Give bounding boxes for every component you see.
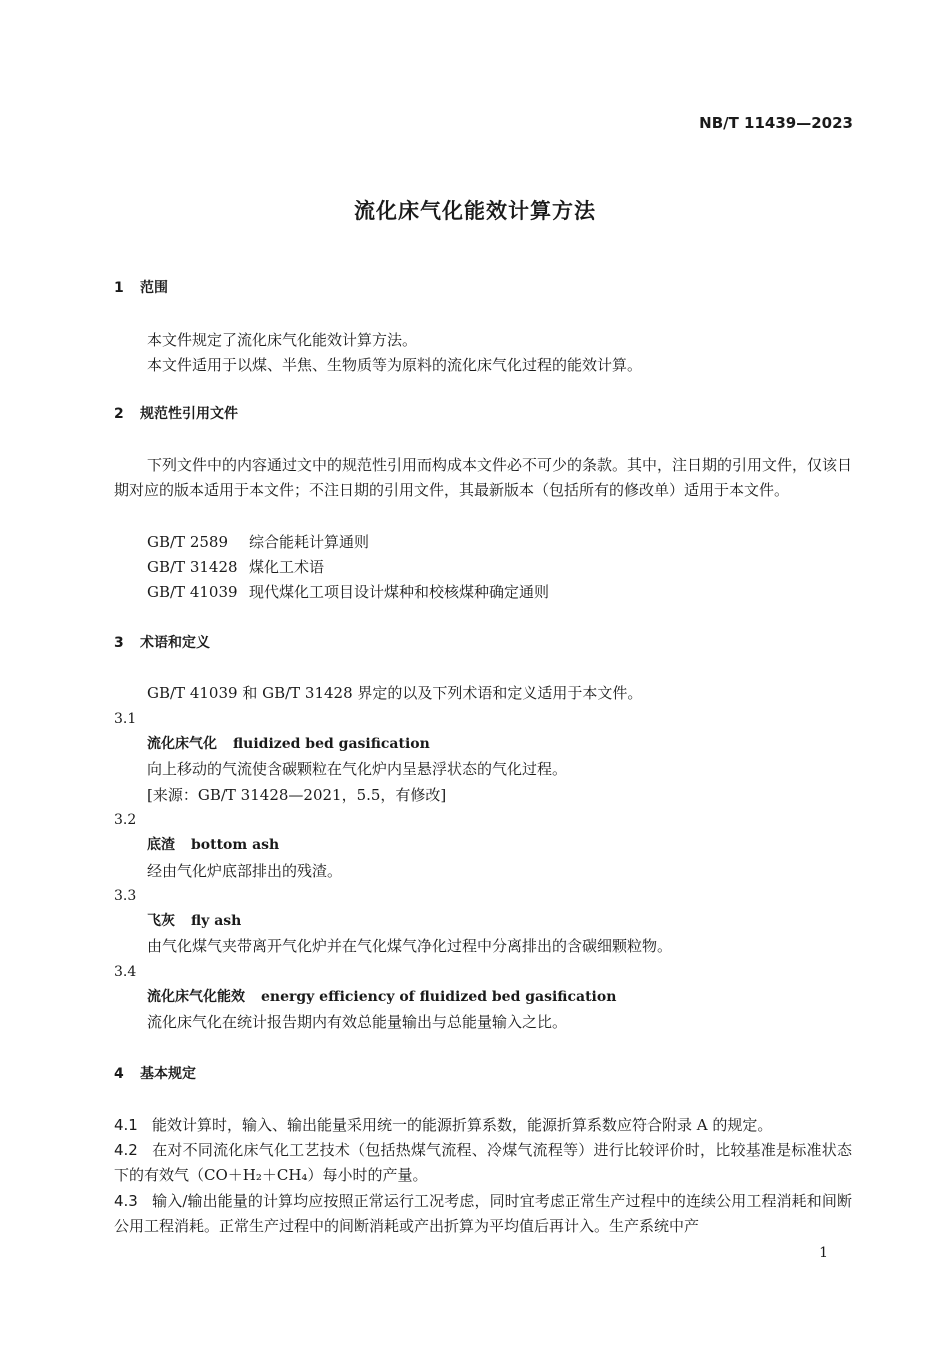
section-heading-terms	[114, 636, 210, 650]
term-zh: 流化床气化	[147, 736, 217, 752]
document-title: 流化床气化能效计算方法	[354, 199, 596, 223]
clause-text: 输入/输出能量的计算均应按照正常运行工况考虑，同时宜考虑正常生产过程中的连续公用工程消耗和间断公用工程消耗。正常生产过程中的间断消耗或产出折算为平均值后再计入。生产系统中产	[114, 1192, 852, 1235]
reference-code: GB/T 41039	[147, 583, 238, 601]
term-definition: 由气化煤气夹带离开气化炉并在气化煤气净化过程中分离排出的含碳细颗粒物。	[147, 937, 673, 955]
reference-title: 综合能耗计算通则	[249, 533, 370, 551]
clause	[114, 1138, 852, 1188]
section-number: 3	[114, 635, 124, 651]
scope-paragraph-1: 本文件规定了流化床气化能效计算方法。	[147, 331, 418, 349]
section-title: 范围	[140, 280, 168, 296]
section-number: 4	[114, 1066, 124, 1082]
term-heading	[147, 914, 241, 928]
reference-item	[147, 560, 324, 575]
clause-number: 4.3	[114, 1192, 138, 1210]
term-heading	[147, 838, 279, 852]
reference-title: 煤化工术语	[249, 558, 325, 576]
term-definition: 经由气化炉底部排出的残渣。	[147, 862, 343, 880]
term-source: [来源：GB/T 31428—2021，5.5，有修改]	[147, 786, 447, 804]
section-heading-basic-provisions	[114, 1067, 196, 1081]
term-en: bottom ash	[191, 837, 280, 853]
term-zh: 飞灰	[147, 913, 175, 929]
reference-item	[147, 535, 369, 550]
term-en: energy efficiency of fluidized bed gasification	[261, 989, 617, 1005]
scope-paragraph-2: 本文件适用于以煤、半焦、生物质等为原料的流化床气化过程的能效计算。	[147, 356, 643, 374]
clause	[114, 1189, 852, 1239]
term-number: 3.3	[114, 888, 137, 904]
page-number: 1	[819, 1245, 828, 1261]
section-heading-normative-references	[114, 407, 238, 421]
section-number: 1	[114, 280, 124, 296]
term-zh: 底渣	[147, 837, 175, 853]
clause-number: 4.2	[114, 1141, 138, 1159]
reference-code: GB/T 31428	[147, 558, 238, 576]
section-title: 规范性引用文件	[140, 406, 238, 422]
term-heading	[147, 990, 616, 1004]
section-title: 基本规定	[140, 1066, 196, 1082]
reference-title: 现代煤化工项目设计煤种和校核煤种确定通则	[249, 583, 550, 601]
section-title: 术语和定义	[140, 635, 210, 651]
section-number: 2	[114, 406, 124, 422]
term-en: fluidized bed gasification	[233, 736, 430, 752]
term-number: 3.1	[114, 711, 137, 727]
term-definition: 流化床气化在统计报告期内有效总能量输出与总能量输入之比。	[147, 1013, 568, 1031]
clause-number: 4.1	[114, 1116, 138, 1134]
clause-text: 能效计算时，输入、输出能量采用统一的能源折算系数，能源折算系数应符合附录 A 的规定。	[152, 1116, 773, 1134]
section-heading-scope	[114, 281, 168, 295]
reference-item	[147, 585, 549, 600]
clause	[114, 1113, 852, 1138]
reference-code: GB/T 2589	[147, 533, 229, 551]
term-definition: 向上移动的气流使含碳颗粒在气化炉内呈悬浮状态的气化过程。	[147, 760, 568, 778]
term-number: 3.4	[114, 964, 137, 980]
standard-number: NB/T 11439—2023	[699, 114, 853, 132]
clause-text: 在对不同流化床气化工艺技术（包括热煤气流程、冷煤气流程等）进行比较评价时，比较基准是标准状态下的有效气（CO＋H₂＋CH₄）每小时的产量。	[114, 1141, 852, 1184]
terms-intro: GB/T 41039 和 GB/T 31428 界定的以及下列术语和定义适用于本文件。	[147, 684, 643, 702]
term-heading	[147, 737, 430, 751]
normative-references-intro: 下列文件中的内容通过文中的规范性引用而构成本文件必不可少的条款。其中，注日期的引用文件，仅该日期对应的版本适用于本文件；不注日期的引用文件，其最新版本（包括所有的修改单）适用于本文件。	[114, 456, 853, 499]
term-number: 3.2	[114, 812, 137, 828]
term-zh: 流化床气化能效	[147, 989, 245, 1005]
term-en: fly ash	[191, 913, 242, 929]
